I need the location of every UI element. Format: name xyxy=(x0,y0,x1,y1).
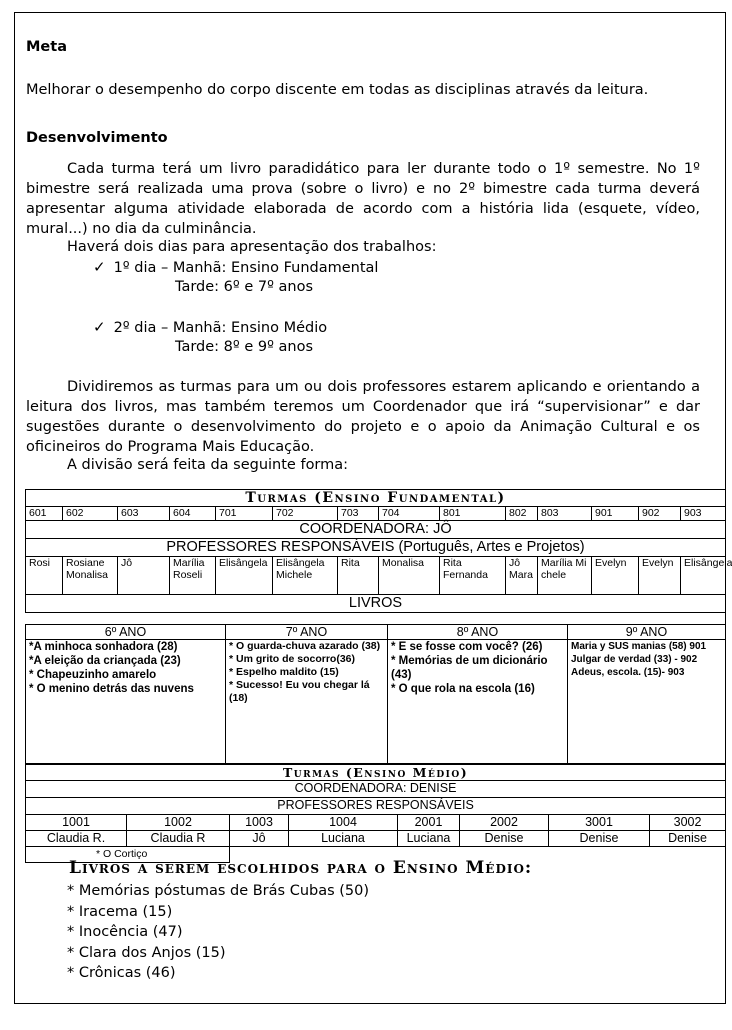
teacher-cell: Elisângela xyxy=(216,557,273,595)
fundamental-title: Turmas (Ensino Fundamental) xyxy=(26,490,726,507)
medio-book-item: * Inocência (47) xyxy=(67,924,183,940)
teacher-cell: Luciana xyxy=(398,831,460,847)
book-item: Maria y SUS manias (58) 901 xyxy=(571,641,707,652)
class-cell: 1004 xyxy=(289,815,398,831)
class-cell: 604 xyxy=(170,507,216,521)
books-6-cell xyxy=(26,640,226,764)
teacher-cell: Marília Roseli xyxy=(170,557,216,595)
fundamental-livros-title: LIVROS xyxy=(26,595,726,613)
book-item: * O que rola na escola (16) xyxy=(391,683,535,695)
medio-classes-row xyxy=(26,815,726,831)
class-cell: 3002 xyxy=(650,815,726,831)
teacher-cell: Marília Michele xyxy=(538,557,592,595)
book-item: * O menino detrás das nuvens xyxy=(29,683,194,695)
class-cell: 1002 xyxy=(127,815,230,831)
medio-book-item: * Iracema (15) xyxy=(67,903,173,920)
teacher-cell: Claudia R. xyxy=(26,831,127,847)
class-cell: 3001 xyxy=(549,815,650,831)
book-item: * Espelho maldito (15) xyxy=(229,666,339,678)
book-item: * Um grito de socorro(36) xyxy=(229,653,356,665)
fundamental-table xyxy=(25,489,732,613)
books-8-cell xyxy=(388,640,568,764)
desenvolvimento-paragraph-4: A divisão será feita da seguinte forma: xyxy=(67,457,349,473)
teacher-cell: Rosiane Monalisa xyxy=(63,557,118,595)
book-item: * O guarda-chuva azarado (38) xyxy=(229,640,381,652)
year-6-header: 6º ANO xyxy=(26,625,226,640)
day2-line: ✓ 2º dia – Manhã: Ensino Médio xyxy=(93,317,327,338)
books-9-cell xyxy=(568,640,726,764)
book-item: * Sucesso! Eu vou chegar lá (18) xyxy=(229,679,370,704)
medio-books-title: Livros a serem escolhidos para o Ensino Médio: xyxy=(69,858,533,878)
class-cell: 801 xyxy=(440,507,506,521)
medio-book-item: * Clara dos Anjos (15) xyxy=(67,944,226,961)
book-item: Adeus, escola. (15)- 903 xyxy=(571,667,685,678)
desenvolvimento-paragraph-1: Cada turma terá um livro paradidático para ler durante todo o 1º semestre. No 1º bimestre será realizada uma prova (sobre o livro) e no 2º bimestre cada turma deverá apresentar alguma atividade elaborada de acordo com a história lida (esquete, vídeo, mural...) no dia da culminância. xyxy=(26,161,700,237)
class-cell: 601 xyxy=(26,507,63,521)
medio-professores-title: PROFESSORES RESPONSÁVEIS xyxy=(26,798,726,815)
book-item: *A minhoca sonhadora (28) xyxy=(29,641,178,653)
class-cell: 901 xyxy=(592,507,639,521)
teacher-cell: Denise xyxy=(549,831,650,847)
fundamental-professores-title: PROFESSORES RESPONSÁVEIS (Português, Artes e Projetos) xyxy=(26,539,726,557)
book-item: Julgar de verdad (33) - 902 xyxy=(571,654,698,665)
class-cell: 1001 xyxy=(26,815,127,831)
teacher-cell: Rita xyxy=(338,557,379,595)
meta-heading: Meta xyxy=(26,39,67,55)
fundamental-coordenadora: COORDENADORA: JÔ xyxy=(26,521,726,539)
teacher-cell: Luciana xyxy=(289,831,398,847)
class-cell: 2002 xyxy=(460,815,549,831)
desenvolvimento-paragraph-2: Haverá dois dias para apresentação dos trabalhos: xyxy=(67,239,437,255)
class-cell: 802 xyxy=(506,507,538,521)
teacher-cell: Denise xyxy=(460,831,549,847)
medio-book-item: * Crônicas (46) xyxy=(67,965,176,981)
class-cell: 2001 xyxy=(398,815,460,831)
year-8-header: 8º ANO xyxy=(388,625,568,640)
day1-line: ✓ 1º dia – Manhã: Ensino Fundamental xyxy=(93,257,378,278)
teacher-cell: Evelyn xyxy=(639,557,681,595)
meta-text: Melhorar o desempenho do corpo discente em todas as disciplinas através da leitura. xyxy=(26,82,649,98)
medio-extra-book: * O Cortiço xyxy=(26,847,230,863)
desenvolvimento-paragraph-3: Dividiremos as turmas para um ou dois professores estarem aplicando e orientando a leitura dos livros, mas também teremos um Coordenador que irá “supervisionar” e dar sugestões durante o desenvolvimento do projeto e o apoio da Animação Cultural e os oficineiros do Programa Mais Educação. xyxy=(26,379,700,455)
teacher-cell: Jô Mara xyxy=(506,557,538,595)
medio-title: Turmas (Ensino Médio) xyxy=(26,765,726,781)
book-item: *A eleição da criançada (23) xyxy=(29,655,181,667)
fundamental-teachers-row xyxy=(26,557,726,595)
desenvolvimento-heading: Desenvolvimento xyxy=(26,130,168,146)
books-7-cell xyxy=(226,640,388,764)
medio-teachers-row xyxy=(26,831,726,847)
teacher-cell: Claudia R xyxy=(127,831,230,847)
medio-book-item: * Memórias póstumas de Brás Cubas (50) xyxy=(67,883,370,899)
class-cell: 903 xyxy=(681,507,726,521)
teacher-cell: Rita Fernanda xyxy=(440,557,506,595)
year-7-header: 7º ANO xyxy=(226,625,388,640)
teacher-cell: Evelyn xyxy=(592,557,639,595)
teacher-cell: Jô xyxy=(230,831,289,847)
class-cell: 803 xyxy=(538,507,592,521)
class-cell: 603 xyxy=(118,507,170,521)
fundamental-classes-row xyxy=(26,507,726,521)
book-item: * E se fosse com você? (26) xyxy=(391,641,543,653)
class-cell: 902 xyxy=(639,507,681,521)
book-item: * Memórias de um dicionário (43) xyxy=(391,655,548,681)
class-cell: 704 xyxy=(379,507,440,521)
class-cell: 702 xyxy=(273,507,338,521)
day1-tarde: Tarde: 6º e 7º anos xyxy=(175,279,314,295)
teacher-cell: Elisângela xyxy=(681,557,726,595)
teacher-cell: Jô xyxy=(118,557,170,595)
book-item: * Chapeuzinho amarelo xyxy=(29,669,157,681)
teacher-cell: Rosi xyxy=(26,557,63,595)
teacher-cell: Denise xyxy=(650,831,726,847)
class-cell: 1003 xyxy=(230,815,289,831)
year-9-header: 9º ANO xyxy=(568,625,726,640)
document-page xyxy=(14,12,732,1004)
class-cell: 602 xyxy=(63,507,118,521)
teacher-cell: Elisângela Michele xyxy=(273,557,338,595)
fundamental-books-table xyxy=(25,624,726,764)
day2-tarde: Tarde: 8º e 9º anos xyxy=(175,339,314,355)
medio-table xyxy=(25,764,726,863)
class-cell: 701 xyxy=(216,507,273,521)
medio-coordenadora: COORDENADORA: DENISE xyxy=(26,781,726,798)
class-cell: 703 xyxy=(338,507,379,521)
teacher-cell: Monalisa xyxy=(379,557,440,595)
medio-books-list xyxy=(67,881,369,984)
